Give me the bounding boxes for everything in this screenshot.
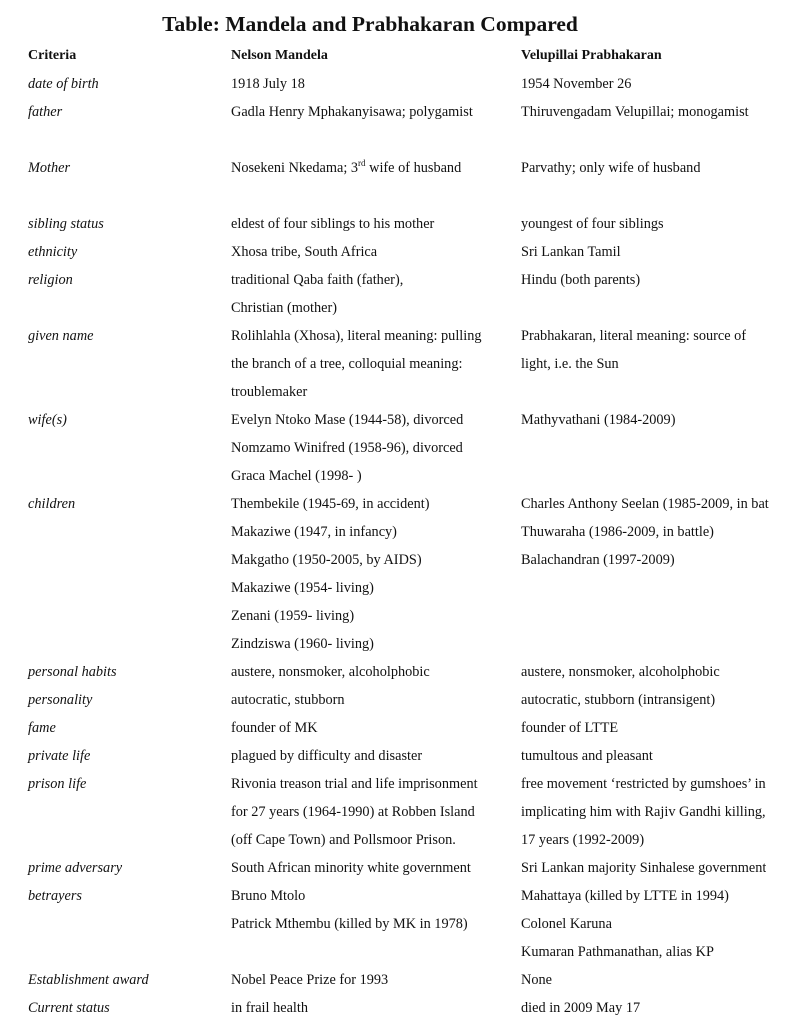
criteria-cell: personality xyxy=(28,692,93,708)
mandela-cell: eldest of four siblings to his mother xyxy=(231,216,435,232)
prabhakaran-cell: Sri Lankan Tamil xyxy=(521,244,621,260)
table-row xyxy=(0,742,807,770)
mandela-cell: Bruno Mtolo xyxy=(231,888,306,904)
table-row xyxy=(0,602,807,630)
prabhakaran-cell: Colonel Karuna xyxy=(521,916,612,932)
criteria-cell: sibling status xyxy=(28,216,104,232)
mandela-cell: Nomzamo Winifred (1958-96), divorced xyxy=(231,440,463,456)
prabhakaran-cell: Kumaran Pathmanathan, alias KP xyxy=(521,944,714,960)
prabhakaran-cell: died in 2009 May 17 xyxy=(521,1000,641,1016)
header-prabhakaran: Velupillai Prabhakaran xyxy=(521,48,662,63)
header-criteria: Criteria xyxy=(28,48,77,63)
criteria-cell: fame xyxy=(28,720,56,736)
mandela-cell: for 27 years (1964-1990) at Robben Island xyxy=(231,804,475,820)
mandela-cell: Thembekile (1945-69, in accident) xyxy=(231,496,430,512)
table-row xyxy=(0,210,807,238)
table-row xyxy=(0,966,807,994)
prabhakaran-cell: Prabhakaran, literal meaning: source of xyxy=(521,328,747,344)
mandela-cell: Rolihlahla (Xhosa), literal meaning: pulling xyxy=(231,328,482,344)
criteria-cell: personal habits xyxy=(28,664,117,680)
criteria-cell: religion xyxy=(28,272,73,288)
prabhakaran-cell: Mathyvathani (1984-2009) xyxy=(521,412,676,428)
mandela-cell: troublemaker xyxy=(231,384,308,400)
mother-text-rest: wife of husband xyxy=(365,160,462,176)
prabhakaran-cell: Charles Anthony Seelan (1985-2009, in bat xyxy=(521,496,769,512)
table-row xyxy=(0,938,807,966)
criteria-cell: Mother xyxy=(28,160,71,176)
table-row xyxy=(0,518,807,546)
mandela-cell: Patrick Mthembu (killed by MK in 1978) xyxy=(231,916,468,932)
mandela-cell: Gadla Henry Mphakanyisawa; polygamist xyxy=(231,104,473,120)
mandela-cell: in frail health xyxy=(231,1000,309,1016)
criteria-cell: betrayers xyxy=(28,888,82,904)
table-row xyxy=(0,854,807,882)
mother-text-part: Nosekeni Nkedama; 3 xyxy=(231,160,359,176)
mandela-cell: Zenani (1959- living) xyxy=(231,608,355,624)
prabhakaran-cell: austere, nonsmoker, alcoholphobic xyxy=(521,664,720,680)
table-title: Table: Mandela and Prabhakaran Compared xyxy=(162,12,578,36)
prabhakaran-cell: Thiruvengadam Velupillai; monogamist xyxy=(521,104,749,120)
criteria-cell: children xyxy=(28,496,76,512)
table-row xyxy=(0,378,807,406)
header-mandela: Nelson Mandela xyxy=(231,48,328,63)
mandela-cell: the branch of a tree, colloquial meaning: xyxy=(231,356,463,372)
criteria-cell: prison life xyxy=(28,776,87,792)
table-row xyxy=(0,770,807,798)
mandela-cell xyxy=(231,154,461,182)
mandela-cell: Makgatho (1950-2005, by AIDS) xyxy=(231,552,422,568)
table-row xyxy=(0,462,807,490)
criteria-cell: father xyxy=(28,104,63,120)
table-row xyxy=(0,546,807,574)
mandela-cell: Christian (mother) xyxy=(231,300,338,316)
table-row xyxy=(0,490,807,518)
prabhakaran-cell: Parvathy; only wife of husband xyxy=(521,160,701,176)
prabhakaran-cell: Mahattaya (killed by LTTE in 1994) xyxy=(521,888,729,904)
prabhakaran-cell: 17 years (1992-2009) xyxy=(521,832,645,848)
table-row xyxy=(0,98,807,126)
criteria-cell: Current status xyxy=(28,1000,110,1016)
table-row xyxy=(0,714,807,742)
prabhakaran-cell: Hindu (both parents) xyxy=(521,272,641,288)
table-row xyxy=(0,798,807,826)
criteria-cell: ethnicity xyxy=(28,244,78,260)
table-row xyxy=(0,266,807,294)
prabhakaran-cell: free movement ‘restricted by gumshoes’ in xyxy=(521,776,766,792)
prabhakaran-cell: youngest of four siblings xyxy=(521,216,664,232)
ordinal-suffix: rd xyxy=(358,158,366,168)
table-row xyxy=(0,826,807,854)
mandela-cell: Zindziswa (1960- living) xyxy=(231,636,374,652)
mandela-cell: Xhosa tribe, South Africa xyxy=(231,244,378,260)
table-row xyxy=(0,994,807,1022)
prabhakaran-cell: implicating him with Rajiv Gandhi killing, xyxy=(521,804,766,820)
table-row xyxy=(0,630,807,658)
prabhakaran-cell: Thuwaraha (1986-2009, in battle) xyxy=(521,524,714,540)
table-row xyxy=(0,350,807,378)
mandela-cell: 1918 July 18 xyxy=(231,76,305,92)
prabhakaran-cell: autocratic, stubborn (intransigent) xyxy=(521,692,716,708)
prabhakaran-cell: light, i.e. the Sun xyxy=(521,356,619,372)
table-row xyxy=(0,322,807,350)
table-row xyxy=(0,882,807,910)
prabhakaran-cell: 1954 November 26 xyxy=(521,76,632,92)
table-row xyxy=(0,70,807,98)
criteria-cell: prime adversary xyxy=(28,860,123,876)
comparison-table xyxy=(0,42,807,1022)
mandela-cell: Rivonia treason trial and life imprisonment xyxy=(231,776,478,792)
mandela-cell: traditional Qaba faith (father), xyxy=(231,272,404,288)
table-row xyxy=(0,434,807,462)
mandela-cell: Graca Machel (1998- ) xyxy=(231,468,362,484)
mandela-cell: austere, nonsmoker, alcoholphobic xyxy=(231,664,430,680)
table-header-row xyxy=(0,42,807,70)
mandela-cell: autocratic, stubborn xyxy=(231,692,345,708)
mandela-cell: (off Cape Town) and Pollsmoor Prison. xyxy=(231,832,456,848)
mandela-cell: Makaziwe (1954- living) xyxy=(231,580,374,596)
prabhakaran-cell: tumultous and pleasant xyxy=(521,748,653,764)
table-row xyxy=(0,154,807,182)
criteria-cell: date of birth xyxy=(28,76,99,92)
mandela-cell: Makaziwe (1947, in infancy) xyxy=(231,524,397,540)
table-row xyxy=(0,574,807,602)
table-row xyxy=(0,686,807,714)
criteria-cell: wife(s) xyxy=(28,412,67,428)
table-row xyxy=(0,238,807,266)
table-row xyxy=(0,658,807,686)
criteria-cell: private life xyxy=(28,748,91,764)
mandela-cell: plagued by difficulty and disaster xyxy=(231,748,423,764)
prabhakaran-cell: Balachandran (1997-2009) xyxy=(521,552,675,568)
table-row xyxy=(0,294,807,322)
mandela-cell: Evelyn Ntoko Mase (1944-58), divorced xyxy=(231,412,464,428)
criteria-cell: given name xyxy=(28,328,94,344)
table-row xyxy=(0,910,807,938)
mandela-cell: South African minority white government xyxy=(231,860,471,876)
table-row xyxy=(0,406,807,434)
prabhakaran-cell: Sri Lankan majority Sinhalese government xyxy=(521,860,767,876)
prabhakaran-cell: None xyxy=(521,972,552,988)
prabhakaran-cell: founder of LTTE xyxy=(521,720,619,736)
criteria-cell: Establishment award xyxy=(28,972,149,988)
mandela-cell: founder of MK xyxy=(231,720,318,736)
mandela-cell: Nobel Peace Prize for 1993 xyxy=(231,972,389,988)
